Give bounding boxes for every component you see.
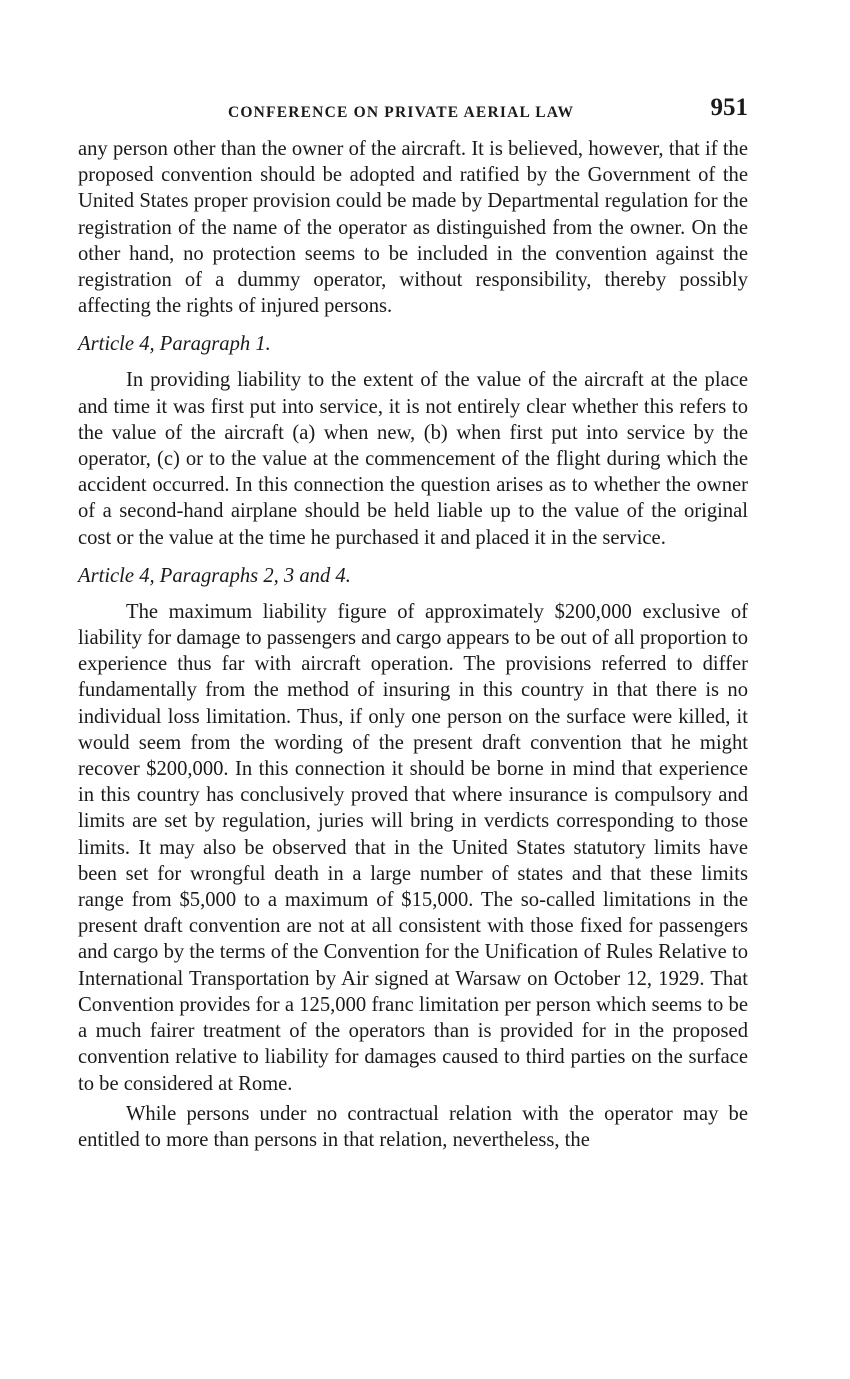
paragraph-contractual-relation: While persons under no contractual relation with the operator may be entitled to more than persons in that relation, nevertheless, the [78,1102,748,1151]
paragraph-article-4-paragraph-1: In providing liability to the extent of the value of the aircraft at the place and time it was first put into service, it is not entirely clear whether this refers to the value of the aircraft (a) when new, (b) when first put into service by the operator, (c) or to the value at the commencement of the flight during which the accident occurred. In this connection the question arises as to whether the owner of a second-hand airplane should be held liable up to the value of the original cost or the value at the time he purchased it and placed it in the service. [78,369,748,549]
paragraph-continued: any person other than the owner of the aircraft. It is believed, however, that if the proposed convention should be adopted and ratified by the Government of the United States proper provision could be made by Departmental regulation for the registration of the name of the operator as distinguished from the owner. On the other hand, no protection seems to be included in the convention against the registration of a dummy operator, without responsibility, thereby possibly affecting the rights of injured persons. [78,138,748,318]
running-title: CONFERENCE ON PRIVATE AERIAL LAW [228,104,575,121]
running-header [78,92,748,130]
page-number: 951 [710,94,748,121]
section-heading-article-4-paragraphs-2-3-4: Article 4, Paragraphs 2, 3 and 4. [78,564,351,587]
document-page [78,92,748,1153]
section-heading-article-4-paragraph-1: Article 4, Paragraph 1. [78,333,271,356]
paragraph-article-4-paragraphs-2-3-4: The maximum liability figure of approximately $200,000 exclusive of liability for damage to passengers and cargo appears to be out of all proportion to experience thus far with aircraft operation. The provisions referred to differ fundamentally from the method of insuring in this country in that there is no individual loss limitation. Thus, if only one person on the surface were killed, it would seem from the wording of the present draft convention that he might recover $200,000. In this connection it should be borne in mind that experience in this country has conclusively proved that where insurance is compulsory and limits are set by regulation, juries will bring in verdicts corresponding to those limits. It may also be observed that in the United States statutory limits have been set for wrongful death in a large number of states and that these limits range from $5,000 to a maximum of $15,000. The so-called limitations in the present draft convention are not at all consistent with those fixed for passengers and cargo by the terms of the Convention for the Unification of Rules Relative to International Transportation by Air signed at Warsaw on October 12, 1929. That Convention provides for a 125,000 franc limitation per person which seems to be a much fairer treatment of the operators than is provided for in the proposed convention relative to liability for damages caused to third parties on the surface to be considered at Rome. [78,600,748,1095]
